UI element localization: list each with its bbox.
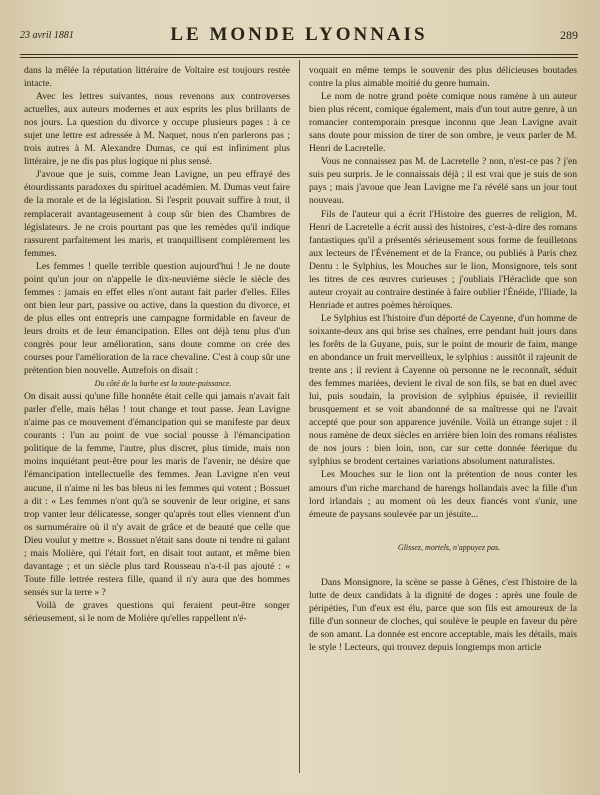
- paragraph: dans la mêlée la réputation littéraire de Voltaire est toujours restée intacte.: [24, 65, 290, 90]
- paragraph: Vous ne connaissez pas M. de Lacretelle ? non, n'est-ce pas ? j'en suis peu surpris. Je le connaissais déjà ; il est vrai que je suis de son pays ; mais j'avoue que Jean Lavigne me l'a révélé sans un jour tout nouveau.: [309, 156, 577, 207]
- paragraph: Voilà de graves questions qui feraient peut-être songer sérieusement, si le nom de Molière qu'elles rappellent n'é-: [24, 599, 290, 624]
- quote-caption: Du côté de la barbe est la toute-puissance.: [94, 379, 232, 389]
- paragraph: Dans Monsignore, la scène se passe à Gênes, c'est l'histoire de la lutte de deux candidats à la dignité de doges : après une foule de péripéties, l'un d'eux est élu, parce que son fils est amoureux de la fille d'un sonneur de cloches, qui soulève le peuple en faveur du père de son amant. La donnée est encore acceptable, mais les détails, mais le style ! Lecteurs, qui trouvez depuis longtemps mon article: [309, 576, 577, 653]
- paragraph: On disait aussi qu'une fille honnête était celle qui jamais n'avait fait parler d'elle, mais hélas ! tout change et tout passe. Jean Lavigne n'aime pas ce mouvement d'émancipation qui se manifeste par deux courants : l'un au point de vue social pousse à l'émancipation politique de la femme, l'autre, plus discret, plus timide, mais non moins inquiétant peut-être pour les maris de l'avenir, ne désire que l'émancipation intellectuelle des femmes. Jean Lavigne n'en veut aucune, il n'aime ni les bas bleus ni les femmes qui votent ; Bossuet a dit : « Les femmes n'ont qu'à se souvenir de leur origine, et sans trop vanter leur délicatesse, songer qu'après tout elles viennent d'un os surnuméraire où il n'y avait de grâce et de beauté que celle que Dieu voulut y mettre ». Bossuet n'était sans doute ni tendre ni galant ; mais Molière, qui l'était fort, en disait tout autant, et même bien davantage ; et un siècle plus tard Rousseau n'a-t-il pas ajouté : « Toute fille lettrée restera fille, quand il n'y aura que des hommes sensés sur la terre » ?: [24, 391, 290, 598]
- paragraph: Avec les lettres suivantes, nous revenons aux controverses actuelles, aux auteurs modernes et aux esprits les plus brillants de nos jours. La question du divorce y occupe plusieurs pages : à ce sujet une lettre est adressée à M. Naquet, nous n'en parlerons pas ; trois autres à M. Alexandre Dumas, ce qui est infiniment plus littéraire, je ne dis pas plus logique ni plus sensé.: [24, 91, 290, 168]
- page-number: 289: [560, 27, 578, 42]
- paragraph: voquait en même temps le souvenir des plus délicieuses boutades contre la plus aimable moitié du genre humain.: [309, 65, 577, 90]
- issue-date: 23 avril 1881: [20, 29, 74, 41]
- right-column: [309, 64, 577, 775]
- paragraph: Le nom de notre grand poète comique nous ramène à un auteur bien plus récent, comique également, mais d'un tout autre genre, à un romancier contemporain presque inconnu que Jean Lavigne avait sans doute pour mission de tirer de son ombre, je veux parler de M. Henri de Lacretelle.: [309, 91, 577, 155]
- paragraph: J'avoue que je suis, comme Jean Lavigne, un peu effrayé des étourdissants paradoxes du spirituel académien. M. Dumas veut faire de la morale et de la législation. Si l'esprit pouvait suffire à tout, il remplacerait avantageusement à coup sûr bien des Chambres de législateurs. Je ne crois pourtant pas que les remèdes qu'il indique rassurent parfaitement les maris, et tranquillisent complètement les femmes.: [24, 169, 290, 259]
- column-divider: [299, 60, 300, 773]
- left-column: [24, 64, 290, 775]
- quote-caption: Glissez, mortels, n'appuyez pas.: [397, 542, 501, 552]
- paragraph: Les femmes ! quelle terrible question aujourd'hui ! Je ne doute point qu'un jour on n'appelle le dix-neuvième siècle le siècle des femmes : jamais en effet elles n'ont autant fait parler d'elles. Elles ont bien leur part, passive ou active, dans la question du divorce, et de plus elles ont entrepris une campagne formidable en faveur de leurs droits et de leur émancipation. Elles ont déjà tenu plus d'un congrès pour leur amélioration, sans doute comme on crée des courses pour l'amélioration de la race chevaline. C'est à coup sûr une prétention bien nouvelle. Autrefois on disait :: [24, 260, 290, 377]
- header-rule: [20, 54, 578, 58]
- paragraph: Fils de l'auteur qui a écrit l'Histoire des guerres de religion, M. Henri de Lacretelle a écrit aussi des histoires, c'est-à-dire des romans fantastiques qu'il a présentés sérieusement sous forme de feuilletons aux lecteurs de l'Événement et de la France, ou publiés à Paris chez Dentu : le Sylphius, les Mouches sur le lion, Monsignore, tels sont les titres de ces œuvres curieuses ; j'oubliais l'Héraclide que son auteur croyait au contraire destinée à faire oublier l'Énéide, l'Iliade, la Henriade et autres poèmes héroïques.: [309, 208, 577, 311]
- page-header: [20, 22, 578, 48]
- masthead-title: LE MONDE LYONNAIS: [170, 24, 428, 45]
- paragraph: Le Sylphius est l'histoire d'un déporté de Cayenne, d'un homme de soixante-deux ans qui brise ses chaînes, erre pendant huit jours dans les forêts de la Guyane, puis, sur le point de mourir de faim, mange en abondance un fruit merveilleux, le sylphius : aussitôt il rajeunit de trente ans ; il revient à Cayenne où personne ne le reconnaît, séduit des femmes mariées, devient le rival de son fils, se bat en duel avec lui, puis soudain, la provision de sylphius épuisée, il revieillit brusquement et se voit abandonné de sa maîtresse qui ne l'avait accepté que pour son apparence juvénile. Voilà un étrange sujet : il nous ramène de deux siècles en arrière bien loin des romans réalistes de nos jours : bien loin, non, car sur cette donnée féerique du sylphius se brodent certaines variations absolument naturalistes.: [309, 312, 577, 468]
- paragraph: Les Mouches sur le lion ont la prétention de nous conter les amours d'un riche marchand de harengs hollandais avec la fille d'un lord irlandais ; au moment où les deux fiancés vont s'unir, une émeute de paysans soulevée par un jésuite...: [309, 469, 577, 520]
